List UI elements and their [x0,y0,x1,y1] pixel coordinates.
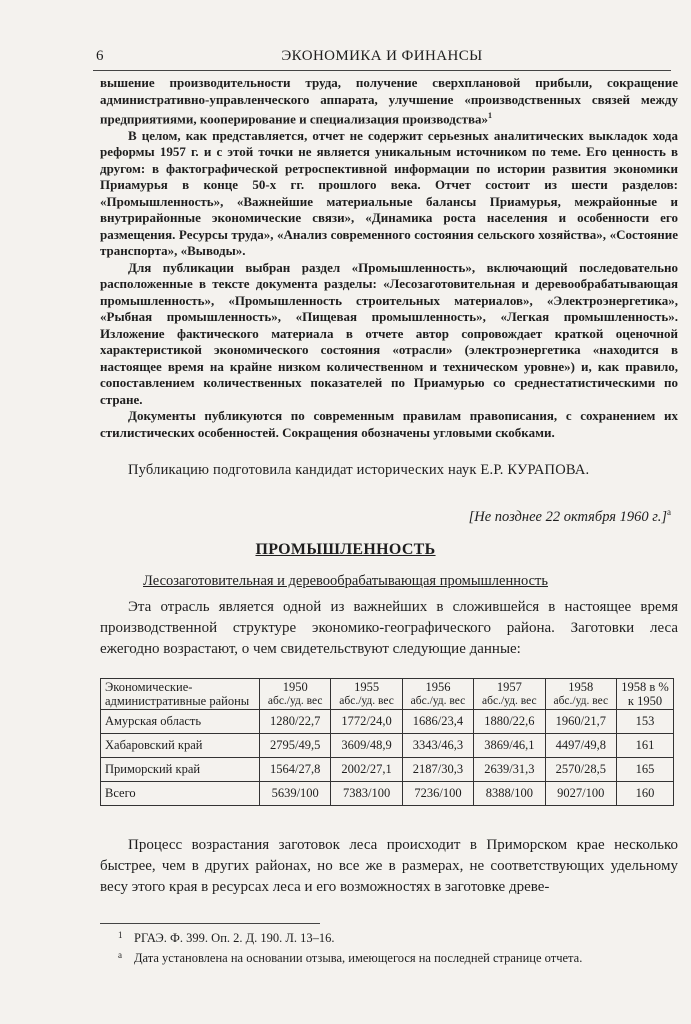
table-cell-value: 1280/22,7 [260,710,331,734]
paragraph-2: В целом, как представляется, отчет не содержит серьезных аналитических выкладок хода реформы 1957 г. и с этой точки не является уникальным источником по теме. Его ценность в другом: в фактографической ретроспективной информации по истории развития экономики Приамурья в конце 50-х гг. прошлого века. Отчет состоит из шести разделов: «Промышленность», «Важнейшие материальные балансы Приамурья, межрайонные и внутрирайонные экономические связи», «Динамика роста населения и особенности его размещения. Ресурсы труда», «Анализ современного состояния сельского хозяйства», «Состояние транспорта», «Выводы». [100,127,678,259]
table-cell-value: 1564/27,8 [260,758,331,782]
table-row [101,782,674,806]
running-title: ЭКОНОМИКА И ФИНАНСЫ [281,48,483,64]
document-date: [Не позднее 22 октября 1960 г.]$^a$ [468,507,671,525]
table-header-year: 1958 абс./уд. вес [545,679,616,710]
footnotes [118,928,678,968]
table-cell-value: 1772/24,0 [331,710,402,734]
table-cell-region: Приморский край [101,758,260,782]
table-cell-value: 1880/22,6 [474,710,545,734]
table-row [101,734,674,758]
table-cell-value: 3869/46,1 [474,734,545,758]
paragraph-1: вышение производительности труда, получение сверхплановой прибыли, сокращение административно-управленческого аппарата, улучшение «производственных связей между предприятиями, кооперирование и специализация производства»$^1$ [100,75,678,127]
running-header [93,48,671,71]
table-cell-value: 2795/49,5 [260,734,331,758]
table-cell-percent: 160 [617,782,674,806]
footnote-ref-1: 1 [488,111,493,120]
table-cell-region: Амурская область [101,710,260,734]
table-header-region: Экономические-административные районы [101,679,260,710]
paragraph-4: Документы публикуются по современным правилам правописания, с сохранением их стилистических особенностей. Сокращения обозначены угловыми скобками. [100,408,678,440]
table-cell-value: 1960/21,7 [545,710,616,734]
table-cell-value: 2570/28,5 [545,758,616,782]
table-cell-value: 9027/100 [545,782,616,806]
table-cell-value: 7383/100 [331,782,402,806]
paragraph-3: Для публикации выбран раздел «Промышленность», включающий последовательно расположенные в тексте документа разделы: «Лесозаготовительная и деревообрабатывающая промышленность», «Промышленность строительных материалов», «Электроэнергетика», «Рыбная промышленность», «Пищевая промышленность», «Легкая промышленность». Изложение фактического материала в отчете автор сопровождает краткой оценочной характеристикой экономического состояния «отрасли» (электроэнергетика «находится в настоящее время на крайне низком количественном и техническом уровне») и, как правило, сопоставлением количественных показателей по Приамурью со среднестатистическими по стране. [100,259,678,407]
table-cell-value: 3343/46,3 [402,734,473,758]
footnote-ref-a: a [667,507,671,517]
table-header-year: 1957 абс./уд. вес [474,679,545,710]
prepared-by-line: Публикацию подготовила кандидат исторических наук Е.Р. КУРАПОВА. [128,462,590,478]
table-cell-value: 5639/100 [260,782,331,806]
timber-harvest-table [100,678,674,806]
table-row [101,710,674,734]
table-cell-value: 2639/31,3 [474,758,545,782]
footnote-1: 1 РГАЭ. Ф. 399. Оп. 2. Д. 190. Л. 13–16. [118,930,335,945]
outro-paragraph: Процесс возрастания заготовок леса происходит в Приморском крае несколько быстрее, чем в других районах, но все же в размерах, не соответствующих удельному весу этого края в ресурсах леса и его возможностях в заготовке древе- [100,837,678,895]
footnote-a: а Дата установлена на основании отзыва, имеющегося на последней странице отчета. [118,950,583,965]
table-cell-value: 1686/23,4 [402,710,473,734]
table-cell-value: 4497/49,8 [545,734,616,758]
table-cell-value: 2002/27,1 [331,758,402,782]
table-header-row [101,679,674,710]
table-cell-percent: 165 [617,758,674,782]
subsection-title: Лесозаготовительная и деревообрабатывающая промышленность [143,573,548,589]
footnote-divider [100,923,320,924]
intro-text [100,597,678,660]
table-cell-value: 2187/30,3 [402,758,473,782]
table-header-year: 1956 абс./уд. вес [402,679,473,710]
section-title: ПРОМЫШЛЕННОСТЬ [255,541,436,558]
table-cell-percent: 161 [617,734,674,758]
outro-text [100,835,678,898]
page-number: 6 [96,48,104,64]
table-cell-value: 3609/48,9 [331,734,402,758]
table-cell-value: 8388/100 [474,782,545,806]
intro-paragraph: Эта отрасль является одной из важнейших в сложившейся в настоящее время производственной структуре экономико-географического района. Заготовки леса ежегодно возрастают, о чем свидетельствуют следующие данные: [100,599,678,657]
table-row [101,758,674,782]
table-header-year: 1950 абс./уд. вес [260,679,331,710]
table-header-percent: 1958 в % к 1950 [617,679,674,710]
table-cell-region: Хабаровский край [101,734,260,758]
table-cell-region: Всего [101,782,260,806]
preface-text [100,75,678,441]
table-cell-percent: 153 [617,710,674,734]
table-cell-value: 7236/100 [402,782,473,806]
table-header-year: 1955 абс./уд. вес [331,679,402,710]
